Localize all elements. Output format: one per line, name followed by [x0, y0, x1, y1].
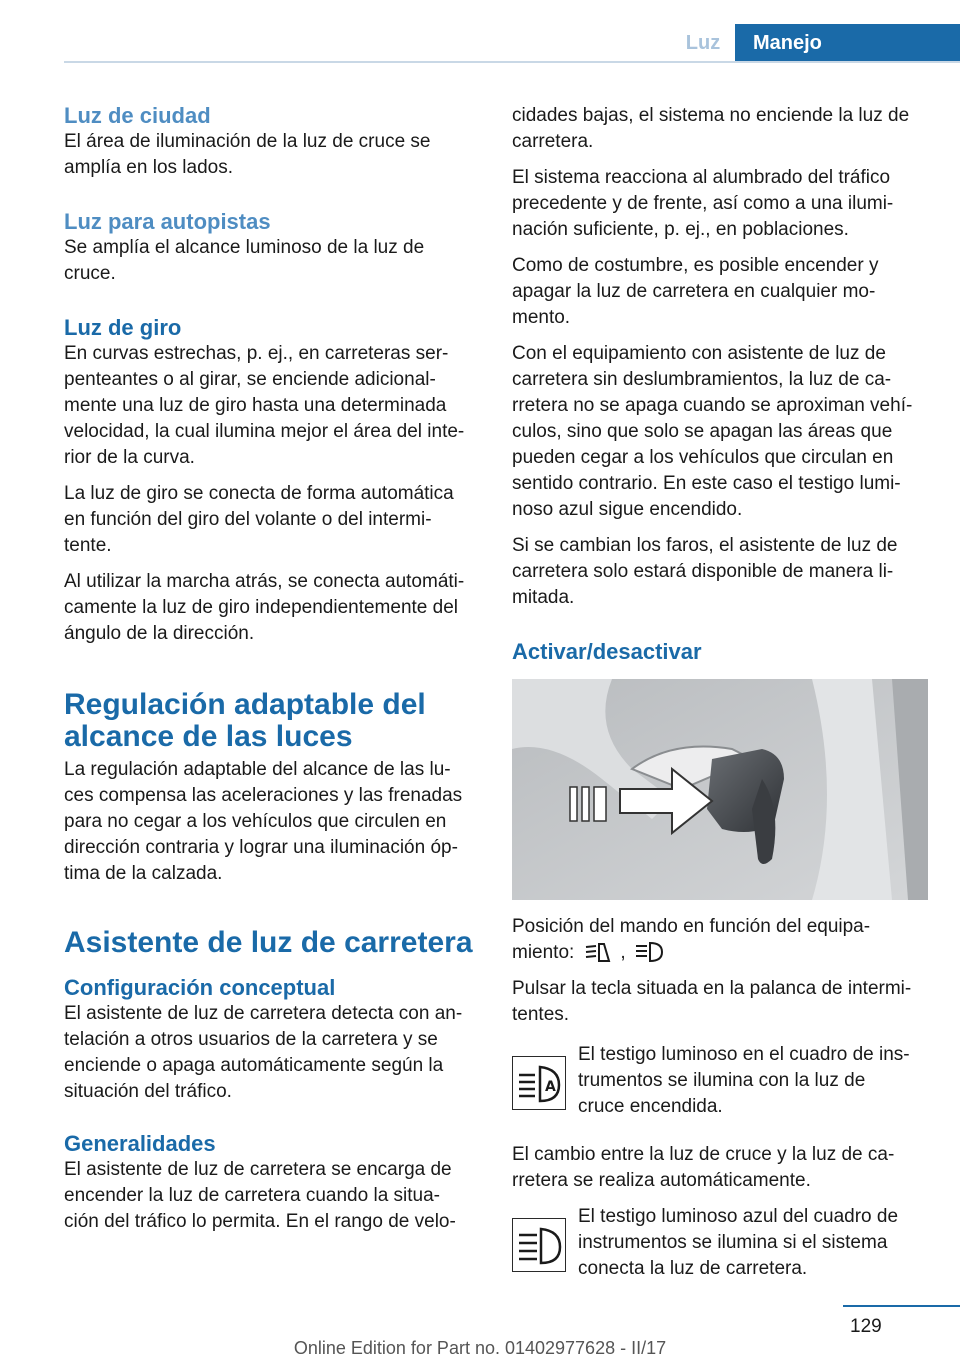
heading-generalidades: Generalidades [64, 1131, 216, 1156]
page-number: 129 [850, 1316, 882, 1337]
paragraph-posicion-mando: Posición del mando en función del equipa‐ miento: , [512, 916, 871, 963]
indicator-box-carretera [512, 1218, 566, 1272]
high-beam-assist-icon [584, 941, 612, 965]
stalk-illustration-svg [512, 679, 928, 900]
paragraph-sistema-reacciona: El sistema reacciona al alumbrado del tráfico precedente y de frente, así como a una ilumi‐ nación suficiente, p. ej., en poblaciones. [512, 167, 894, 240]
footer-rule [843, 1305, 960, 1307]
paragraph-cambio-faros: Si se cambian los faros, el asistente de luz de carretera solo estará disponible de manera li‐ mitada. [512, 535, 898, 608]
heading-luz-para-autopistas: Luz para autopistas [64, 209, 271, 234]
left-column [64, 100, 478, 1235]
high-beam-icon [634, 941, 664, 965]
high-beam-indicator-icon [513, 1219, 565, 1271]
paragraph-luz-para-autopistas: Se amplía el alcance luminoso de la luz de cruce. [64, 237, 425, 284]
paragraph-luz-de-giro-1: En curvas estrechas, p. ej., en carreteras ser‐ penteantes o al girar, se enciende adicional‐ mente una luz de giro hasta una determinada velocidad, la cual ilumina mejor el área del inte‐ rior de la curva. [64, 343, 465, 468]
paragraph-generalidades: El asistente de luz de carretera se encarga de encender la luz de carretera cuando la situa‐ ción del tráfico lo permita. En el rango de velo‐ [64, 1159, 456, 1232]
header-tab-manejo: Manejo [735, 24, 960, 63]
paragraph-luz-de-giro-3: Al utilizar la marcha atrás, se conecta automáti‐ camente la luz de giro independientemente del ángulo de la dirección. [64, 571, 465, 644]
svg-text:A: A [545, 1079, 556, 1095]
paragraph-como-de-costumbre: Como de costumbre, es posible encender y apagar la luz de carretera en cualquier mo‐ mento. [512, 255, 879, 328]
paragraph-pulsar-tecla: Pulsar la tecla situada en la palanca de intermi‐ tentes. [512, 978, 912, 1025]
paragraph-luz-de-ciudad: El área de iluminación de la luz de cruce se amplía en los lados. [64, 131, 431, 178]
heading-configuracion-conceptual: Configuración conceptual [64, 975, 336, 1000]
paragraph-regulacion-adaptable: La regulación adaptable del alcance de las lu‐ ces compensa las aceleraciones y las frenadas para no cegar a los vehículos que circulen en dirección contraria y lograr una iluminación óp‐ tima de la calzada. [64, 759, 463, 884]
footer-edition: Online Edition for Part no. 01402977628 - II/17 [293, 1338, 667, 1358]
right-column [512, 103, 926, 1304]
paragraph-velocidades-bajas: cidades bajas, el sistema no enciende la luz de carretera. [512, 105, 910, 152]
indicator-box-cruce [512, 1056, 566, 1110]
paragraph-configuracion-conceptual: El asistente de luz de carretera detecta con an‐ telación a otros usuarios de la carretera y se enciende o apaga automáticamente según la situación del tráfico. [64, 1003, 463, 1102]
low-beam-assist-indicator-icon [513, 1057, 565, 1109]
heading-luz-de-ciudad: Luz de ciudad [64, 103, 211, 128]
heading-activar-desactivar: Activar/desactivar [512, 639, 702, 664]
heading-asistente-luz-carretera: Asistente de luz de carretera [64, 926, 473, 959]
paragraph-sin-deslumbramientos: Con el equipamiento con asistente de luz de carretera sin deslumbramientos, la luz de ca‐ rretera no se apaga cuando se aproximan vehí‐ culos, sino que solo se apagan las áreas que pueden cegar a los vehículos que circulan en sentido contrario. En este caso el testigo lumi‐ noso azul sigue encendido. [512, 343, 913, 520]
header-rule [64, 61, 960, 63]
paragraph-cambio-luz: El cambio entre la luz de cruce y la luz de ca‐ rretera se realiza automáticamente. [512, 1144, 895, 1191]
heading-regulacion-adaptable: Regulación adaptable del alcance de las luces [64, 688, 426, 753]
header-tab-luz: Luz [685, 32, 721, 54]
note-testigo-cruce: A El testigo luminoso en el cuadro de ins‐ trumentos se ilumina con la luz de cruce encendida. [512, 1042, 926, 1142]
stalk-illustration [512, 679, 928, 900]
paragraph-luz-de-giro-2: La luz de giro se conecta de forma automática en función del giro del volante o del intermi‐ tente. [64, 483, 454, 556]
heading-luz-de-giro: Luz de giro [64, 315, 182, 340]
note-testigo-azul: El testigo luminoso azul del cuadro de instrumentos se ilumina si el sistema conecta la luz de carretera. [512, 1204, 926, 1304]
